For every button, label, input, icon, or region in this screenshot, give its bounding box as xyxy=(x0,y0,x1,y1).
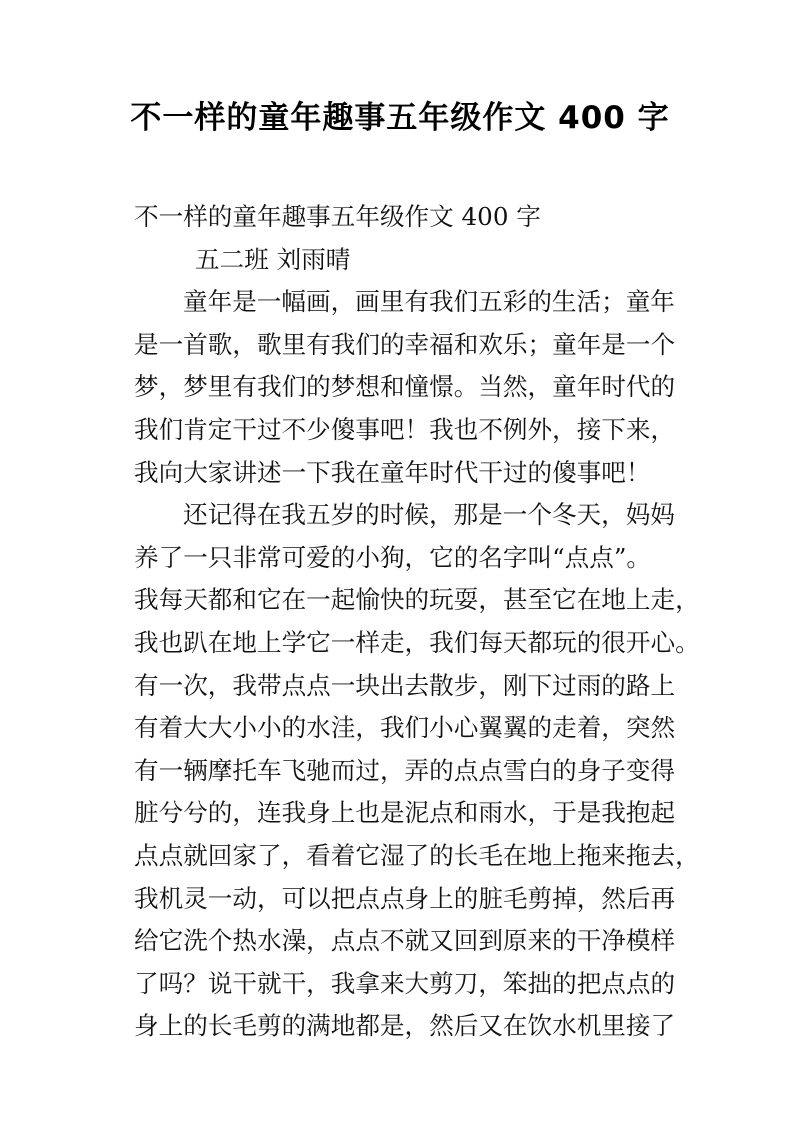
paragraph-2 xyxy=(134,494,700,1048)
paragraph-line: 我向大家讲述一下我在童年时代干过的傻事吧！ xyxy=(134,457,651,487)
paragraph-line: 了吗？说干就干，我拿来大剪刀，笨拙的把点点的 xyxy=(134,968,676,998)
paragraph-line: 有一次，我带点点一块出去散步，刚下过雨的路上 xyxy=(134,670,676,700)
paragraph-line: 养了一只非常可爱的小狗，它的名字叫“点点”。 xyxy=(134,542,652,572)
paragraph-line: 梦，梦里有我们的梦想和憧憬。当然，童年时代的 xyxy=(134,372,676,402)
paragraph-line: 是一首歌，歌里有我们的幸福和欢乐；童年是一个 xyxy=(134,329,676,359)
paragraph-line: 我机灵一动，可以把点点身上的脏毛剪掉，然后再 xyxy=(134,883,676,913)
author-line: 五二班 刘雨晴 xyxy=(195,244,351,274)
document-subtitle: 不一样的童年趣事五年级作文 400 字 xyxy=(134,202,541,231)
paragraph-line: 我也趴在地上学它一样走，我们每天都玩的很开心。 xyxy=(134,627,700,657)
paragraph-line: 脏兮兮的，连我身上也是泥点和雨水，于是我抱起 xyxy=(134,798,676,828)
paragraph-line: 有着大大小小的水洼，我们小心翼翼的走着，突然 xyxy=(134,713,676,743)
document-title: 不一样的童年趣事五年级作文 400 字 xyxy=(130,100,670,136)
paragraph-line: 我每天都和它在一起愉快的玩耍，甚至它在地上走， xyxy=(134,585,700,615)
paragraph-line: 点点就回家了，看着它湿了的长毛在地上拖来拖去， xyxy=(134,840,700,870)
paragraph-line: 童年是一幅画，画里有我们五彩的生活；童年 xyxy=(183,287,675,317)
paragraph-line: 我们肯定干过不少傻事吧！我也不例外，接下来， xyxy=(134,414,676,444)
paragraph-1 xyxy=(134,281,694,494)
document-body xyxy=(134,196,700,1048)
paragraph-line: 身上的长毛剪的满地都是，然后又在饮水机里接了 xyxy=(134,1011,676,1041)
paragraph-line: 给它洗个热水澡，点点不就又回到原来的干净模样 xyxy=(134,926,676,956)
paragraph-line: 有一辆摩托车飞驰而过，弄的点点雪白的身子变得 xyxy=(134,755,676,785)
paragraph-line: 还记得在我五岁的时候，那是一个冬天，妈妈 xyxy=(183,500,675,530)
